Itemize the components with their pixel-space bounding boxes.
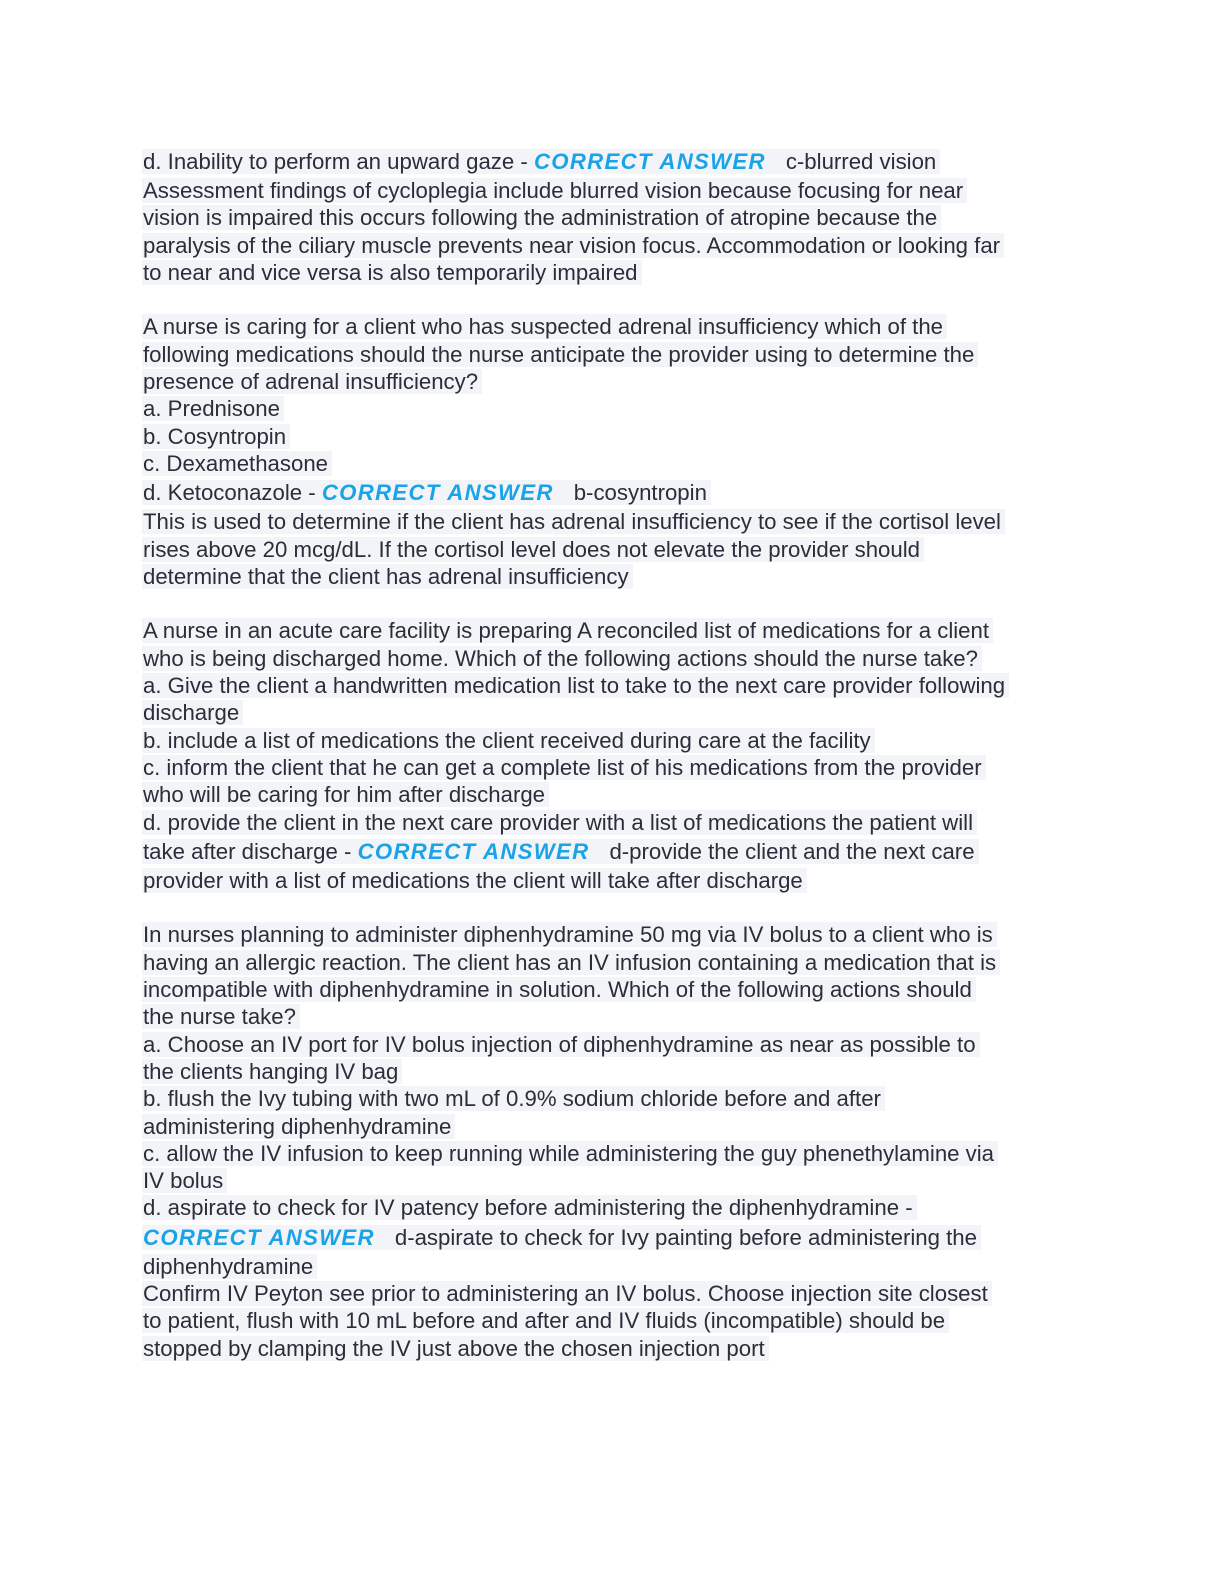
q4-answer-line (142, 1222, 1077, 1253)
correct-answer-label: CORRECT ANSWER (357, 838, 590, 864)
q4-option-line: a. Choose an IV port for IV bolus injection of diphenhydramine as near as possible to (142, 1031, 1077, 1058)
q2-rationale-line: determine that the client has adrenal insufficiency (142, 563, 1077, 590)
q2-option-d-line (142, 477, 1077, 508)
q3-stem-line: who is being discharged home. Which of the following actions should the nurse take? (142, 645, 1077, 672)
q3-option-line: a. Give the client a handwritten medication list to take to the next care provider following (142, 672, 1077, 699)
q2-option-d: d. Ketoconazole - (143, 480, 316, 506)
q2-stem-line: presence of adrenal insufficiency? (142, 368, 1077, 395)
q3-option-d-line (142, 836, 1077, 867)
q1-option-d: d. Inability to perform an upward gaze - (143, 149, 528, 174)
q3-stem-line: A nurse in an acute care facility is preparing A reconciled list of medications for a client (142, 617, 1077, 644)
q4-rationale-line: Confirm IV Peyton see prior to administering an IV bolus. Choose injection site closest (142, 1280, 1077, 1307)
q2-stem-line: following medications should the nurse anticipate the provider using to determine the (142, 341, 1077, 368)
q3-option-line: c. inform the client that he can get a complete list of his medications from the provider (142, 754, 1077, 781)
q1-rationale-line: to near and vice versa is also temporarily impaired (142, 259, 1077, 286)
q3-answer: d-provide the client and the next care (609, 838, 975, 864)
q3-option-line: d. provide the client in the next care provider with a list of medications the patient will (142, 809, 1077, 836)
spacer (142, 286, 1077, 313)
q4-answer: d-aspirate to check for Ivy painting before administering the (394, 1224, 977, 1250)
q1-rationale-line: Assessment findings of cycloplegia include blurred vision because focusing for near (142, 177, 1077, 204)
q4-stem-line: In nurses planning to administer diphenhydramine 50 mg via IV bolus to a client who is (142, 921, 1077, 948)
q2-option: b. Cosyntropin (142, 423, 1077, 450)
q4-stem-line: having an allergic reaction. The client has an IV infusion containing a medication that is (142, 949, 1077, 976)
q1-rationale-line: paralysis of the ciliary muscle prevents near vision focus. Accommodation or looking far (142, 232, 1077, 259)
q1-rationale-line: vision is impaired this occurs following the administration of atropine because the (142, 204, 1077, 231)
correct-answer-label: CORRECT ANSWER (533, 149, 766, 174)
q4-option-line: IV bolus (142, 1167, 1077, 1194)
spacer (142, 894, 1077, 921)
q3-answer-cont: provider with a list of medications the client will take after discharge (142, 867, 1077, 894)
q4-rationale-line: to patient, flush with 10 mL before and after and IV fluids (incompatible) should be (142, 1307, 1077, 1334)
q2-option: c. Dexamethasone (142, 450, 1077, 477)
q4-option-line: c. allow the IV infusion to keep running while administering the guy phenethylamine via (142, 1140, 1077, 1167)
q4-stem-line: incompatible with diphenhydramine in solution. Which of the following actions should (142, 976, 1077, 1003)
q3-option-d-end: take after discharge - (143, 838, 352, 864)
q4-option-line: administering diphenhydramine (142, 1113, 1077, 1140)
q4-answer-cont: diphenhydramine (142, 1253, 1077, 1280)
q4-option-line: d. aspirate to check for IV patency before administering the diphenhydramine - (142, 1194, 1077, 1221)
q2-answer: b-cosyntropin (573, 480, 707, 506)
correct-answer-label: CORRECT ANSWER (321, 480, 554, 506)
q1-option-d-line (142, 146, 1077, 177)
q4-option-line: b. flush the Ivy tubing with two mL of 0.9% sodium chloride before and after (142, 1085, 1077, 1112)
spacer (142, 590, 1077, 617)
document-page (142, 146, 1077, 1362)
q3-option-line: discharge (142, 699, 1077, 726)
q2-stem-line: A nurse is caring for a client who has suspected adrenal insufficiency which of the (142, 313, 1077, 340)
q3-option-line: b. include a list of medications the client received during care at the facility (142, 727, 1077, 754)
q4-stem-line: the nurse take? (142, 1003, 1077, 1030)
q1-answer: c-blurred vision (785, 149, 937, 174)
q3-option-line: who will be caring for him after discharge (142, 781, 1077, 808)
q4-rationale-line: stopped by clamping the IV just above the chosen injection port (142, 1335, 1077, 1362)
q2-rationale-line: rises above 20 mcg/dL. If the cortisol level does not elevate the provider should (142, 536, 1077, 563)
q2-option: a. Prednisone (142, 395, 1077, 422)
correct-answer-label: CORRECT ANSWER (143, 1224, 375, 1250)
q2-rationale-line: This is used to determine if the client has adrenal insufficiency to see if the cortisol level (142, 508, 1077, 535)
q4-option-line: the clients hanging IV bag (142, 1058, 1077, 1085)
